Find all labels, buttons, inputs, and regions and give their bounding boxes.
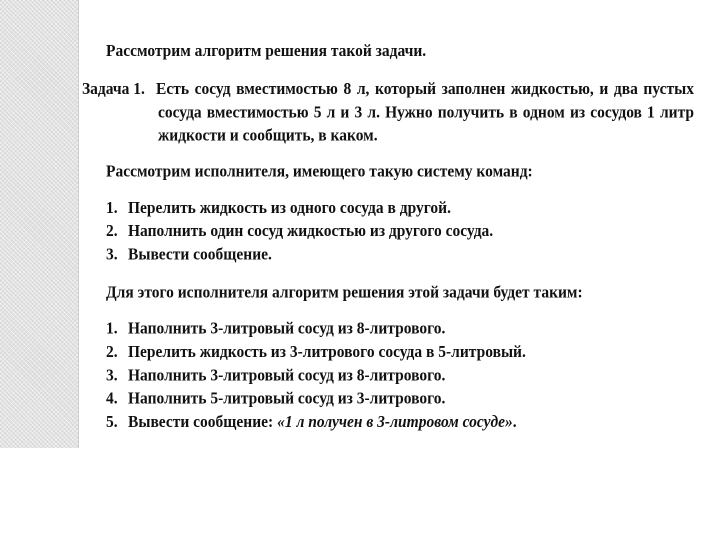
item-end: . (512, 413, 517, 432)
decorative-side-stripe (0, 0, 78, 448)
command-list (82, 197, 694, 267)
list-item (82, 244, 694, 267)
executor-title: Рассмотрим исполнителя, имеющего такую систему команд: (106, 162, 533, 181)
list-item (82, 197, 694, 220)
task-label: Задача 1. (82, 80, 145, 99)
task-block (82, 78, 694, 148)
item-text: Вывести сообщение. (128, 245, 272, 264)
item-text: Наполнить 5-литровый сосуд из 3-литрового. (128, 389, 446, 408)
task-text: Есть сосуд вместимостью 8 л, который заполнен жидкостью, и два пустых сосуда вместимостью 5 л и 3 л. Нужно получить в одном из сосудов 1 литр жидкости и сообщить, в каком. (156, 80, 694, 145)
item-number: 5. (106, 413, 118, 432)
item-text: Наполнить один сосуд жидкостью из другого сосуда. (128, 222, 494, 241)
algorithm-title: Для этого исполнителя алгоритм решения этой задачи будет таким: (106, 283, 583, 302)
item-text: Вывести сообщение: (128, 413, 274, 432)
list-item (82, 220, 694, 243)
item-number: 1. (106, 319, 118, 338)
item-number: 4. (106, 389, 118, 408)
item-number: 2. (106, 222, 118, 241)
document-page (82, 40, 694, 449)
list-item (82, 411, 694, 434)
item-number: 1. (106, 198, 118, 218)
intro-paragraph: Рассмотрим алгоритм решения такой задачи. (106, 42, 427, 61)
list-item (82, 364, 694, 387)
list-item (82, 318, 694, 341)
stripe-divider (78, 0, 79, 448)
item-text: Перелить жидкость из одного сосуда в другой. (128, 198, 451, 218)
item-text: Наполнить 3-литровый сосуд из 8-литрового. (128, 366, 446, 385)
item-text: Наполнить 3-литровый сосуд из 8-литрового. (128, 319, 446, 338)
list-item (82, 341, 694, 364)
item-number: 3. (106, 366, 118, 385)
item-number: 2. (106, 343, 118, 362)
item-text: Перелить жидкость из 3-литрового сосуда в 5-литровый. (128, 343, 526, 362)
algorithm-steps (82, 318, 694, 435)
list-item (82, 388, 694, 411)
message-quote: «1 л получен в 3-литровом сосуде» (277, 413, 513, 432)
item-number: 3. (106, 245, 118, 264)
